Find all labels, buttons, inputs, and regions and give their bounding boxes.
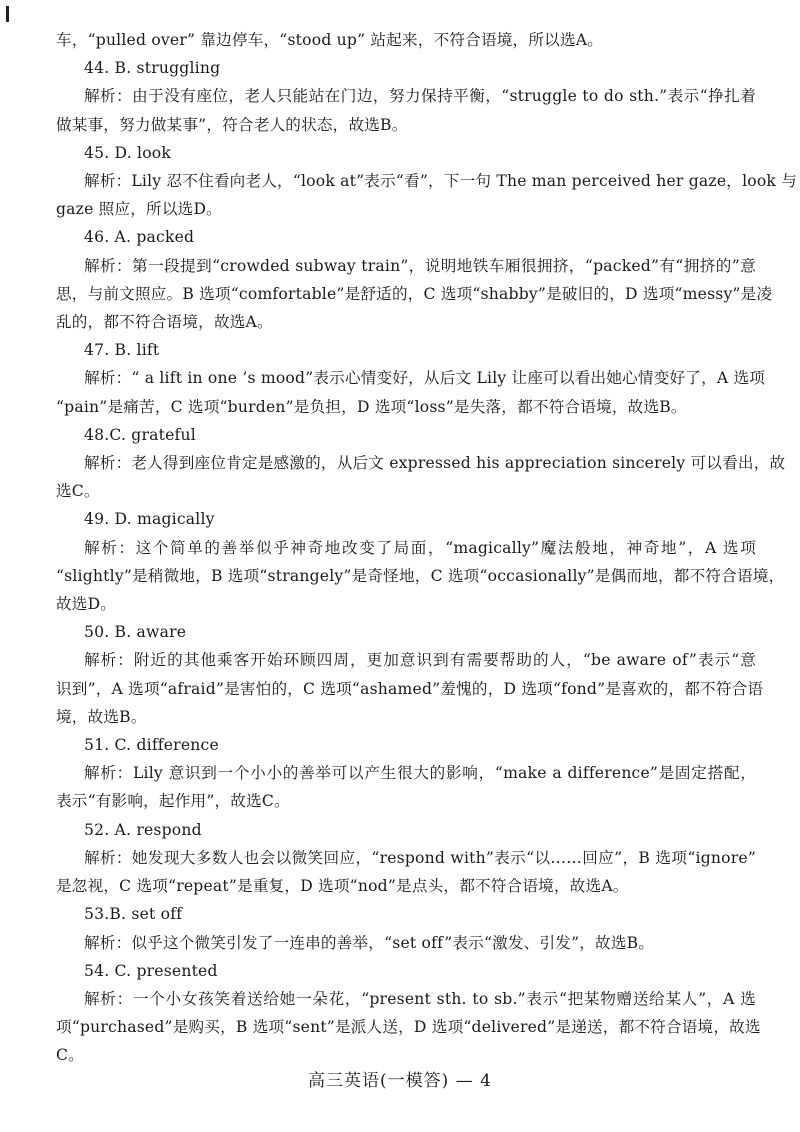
question-answer-51: 51. C. difference — [84, 736, 219, 755]
explanation-46-line-1: 解析：第一段提到“crowded subway train”，说明地铁车厢很拥挤，“packed”有“拥挤的”意 — [84, 256, 756, 275]
answer-explanations — [56, 26, 798, 1070]
explanation-47-line-1: 解析：“ a lift in one ’s mood”表示心情变好，从后文 Lily 让座可以看出她心情变好了，A 选项 — [84, 369, 766, 388]
question-answer-53: 53.B. set off — [84, 905, 183, 924]
explanation-45-line-1: 解析：Lily 忍不住看向老人，“look at”表示“看”，下一句 The man perceived her gaze，look 与 — [84, 172, 798, 191]
explanation-54-line-1: 解析：一个小女孩笑着送给她一朵花，“present sth. to sb.”表示“把某物赠送给某人”，A 选 — [84, 989, 756, 1008]
explanation-53-line-1: 解析：似乎这个微笑引发了一连串的善举，“set off”表示“激发、引发”，故选B。 — [84, 933, 655, 952]
page-footer: 高三英语(一模答) — 4 — [308, 1071, 492, 1091]
question-answer-50: 50. B. aware — [84, 623, 187, 642]
question-answer-46: 46. A. packed — [84, 228, 195, 247]
explanation-54-line-2: 项“purchased”是购买，B 选项“sent”是派人送，D 选项“delivered”是递送，都不符合语境，故选 — [56, 1018, 761, 1037]
explanation-47-line-2: “pain”是痛苦，C 选项“burden”是负担，D 选项“loss”是失落，都不符合语境，故选B。 — [56, 397, 687, 416]
explanation-52-line-1: 解析：她发现大多数人也会以微笑回应，“respond with”表示“以……回应”，B 选项“ignore” — [84, 848, 756, 867]
explanation-46-line-2: 思，与前文照应。B 选项“comfortable”是舒适的，C 选项“shabby”是破旧的，D 选项“messy”是凌 — [56, 284, 773, 303]
text-line: 车，“pulled over” 靠边停车，“stood up” 站起来，不符合语境，所以选A。 — [56, 31, 603, 49]
explanation-50-line-2: 识到”，A 选项“afraid”是害怕的，C 选项“ashamed”羞愧的，D 选项“fond”是喜欢的，都不符合语 — [56, 679, 764, 698]
explanation-54-line-3: C。 — [56, 1046, 84, 1065]
explanation-52-line-2: 是忽视，C 选项“repeat”是重复，D 选项“nod”是点头，都不符合语境，故选A。 — [56, 877, 629, 896]
explanation-49-line-1: 解析：这个简单的善举似乎神奇地改变了局面，“magically”魔法般地，神奇地”，A 选项 — [84, 538, 756, 557]
question-answer-45: 45. D. look — [84, 143, 172, 162]
explanation-45-line-2: gaze 照应，所以选D。 — [56, 200, 222, 219]
explanation-48-line-2: 选C。 — [56, 482, 100, 501]
explanation-51-line-1: 解析：Lily 意识到一个小小的善举可以产生很大的影响，“make a difference”是固定搭配， — [84, 764, 756, 783]
question-answer-44: 44. B. struggling — [84, 59, 221, 78]
explanation-44-line-2: 做某事，努力做某事”，符合老人的状态，故选B。 — [56, 115, 408, 134]
explanation-50-line-1: 解析：附近的其他乘客开始环顾四周，更加意识到有需要帮助的人，“be aware of”表示“意 — [84, 651, 756, 670]
scan-edge-mark — [6, 6, 9, 22]
explanation-49-line-3: 故选D。 — [56, 595, 117, 614]
explanation-48-line-1: 解析：老人得到座位肯定是感激的，从后文 expressed his appreciation sincerely 可以看出，故 — [84, 454, 786, 473]
question-answer-48: 48.C. grateful — [84, 425, 196, 444]
question-answer-52: 52. A. respond — [84, 820, 202, 839]
question-answer-47: 47. B. lift — [84, 341, 160, 360]
explanation-49-line-2: “slightly”是稍微地，B 选项“strangely”是奇怪地，C 选项“occasionally”是偶而地，都不符合语境， — [56, 566, 785, 585]
explanation-51-line-2: 表示“有影响，起作用”，故选C。 — [56, 792, 290, 811]
question-answer-49: 49. D. magically — [84, 510, 215, 529]
question-answer-54: 54. C. presented — [84, 961, 218, 980]
explanation-46-line-3: 乱的，都不符合语境，故选A。 — [56, 313, 273, 332]
explanation-50-line-3: 境，故选B。 — [56, 707, 147, 726]
explanation-44-line-1: 解析：由于没有座位，老人只能站在门边，努力保持平衡，“struggle to do sth.”表示“挣扎着 — [84, 87, 756, 106]
